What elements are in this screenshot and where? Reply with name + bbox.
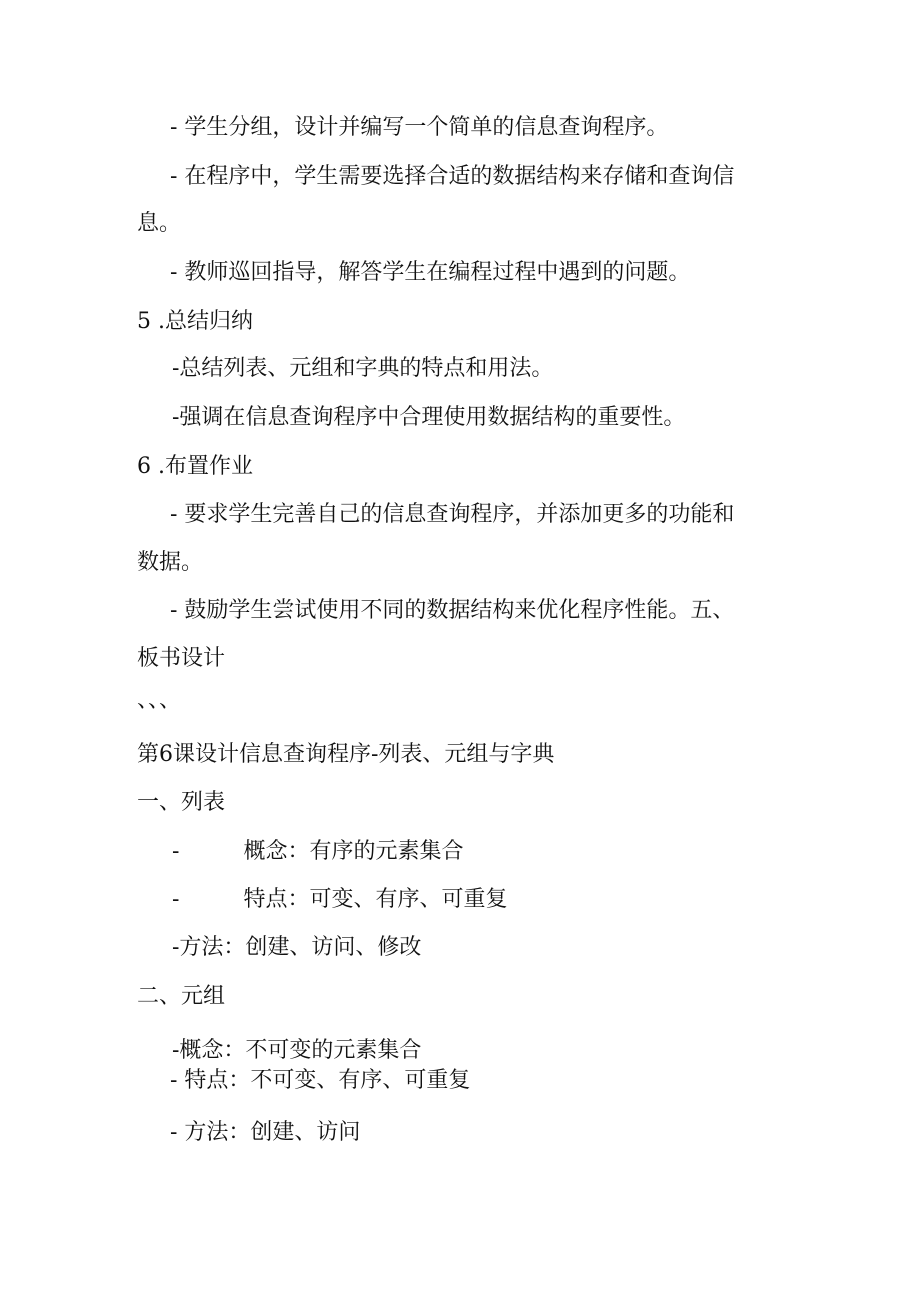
text-line: - 学生分组，设计并编写一个简单的信息查询程序。: [170, 115, 669, 140]
list-item: - 方法：创建、访问: [170, 1120, 361, 1145]
text-line: - 鼓励学生尝试使用不同的数据结构来优化程序性能。五、: [170, 598, 735, 623]
section-heading: 5 .总结归纳: [137, 309, 253, 334]
list-item-text: 特点：可变、有序、可重复: [243, 887, 508, 912]
section-heading: 6 .布置作业: [137, 454, 253, 479]
section-heading: 一、列表: [137, 790, 226, 815]
text-line: - 要求学生完善自己的信息查询程序，并添加更多的功能和: [170, 502, 735, 527]
text-line: -总结列表、元组和字典的特点和用法。: [172, 356, 554, 381]
text-line: - 在程序中，学生需要选择合适的数据结构来存储和查询信: [170, 164, 735, 189]
list-item: - 特点：不可变、有序、可重复: [170, 1068, 471, 1093]
section-heading: 二、元组: [137, 984, 226, 1009]
text-line: 、、、: [137, 688, 182, 713]
list-item: [172, 837, 463, 867]
text-line: - 教师巡回指导，解答学生在编程过程中遇到的问题。: [170, 260, 691, 285]
list-bullet: -: [172, 887, 180, 912]
board-title: 第6课设计信息查询程序-列表、元组与字典: [137, 742, 555, 767]
list-item: [172, 885, 507, 915]
list-item-text: 概念：有序的元素集合: [243, 839, 464, 864]
text-line: 数据。: [137, 550, 204, 575]
list-bullet: -: [172, 839, 180, 864]
list-item: -概念：不可变的元素集合: [172, 1038, 422, 1063]
list-item: -方法：创建、访问、修改: [172, 935, 422, 960]
section-heading: 板书设计: [137, 646, 226, 671]
text-line: -强调在信息查询程序中合理使用数据结构的重要性。: [172, 405, 686, 430]
text-line: 息。: [137, 211, 182, 236]
